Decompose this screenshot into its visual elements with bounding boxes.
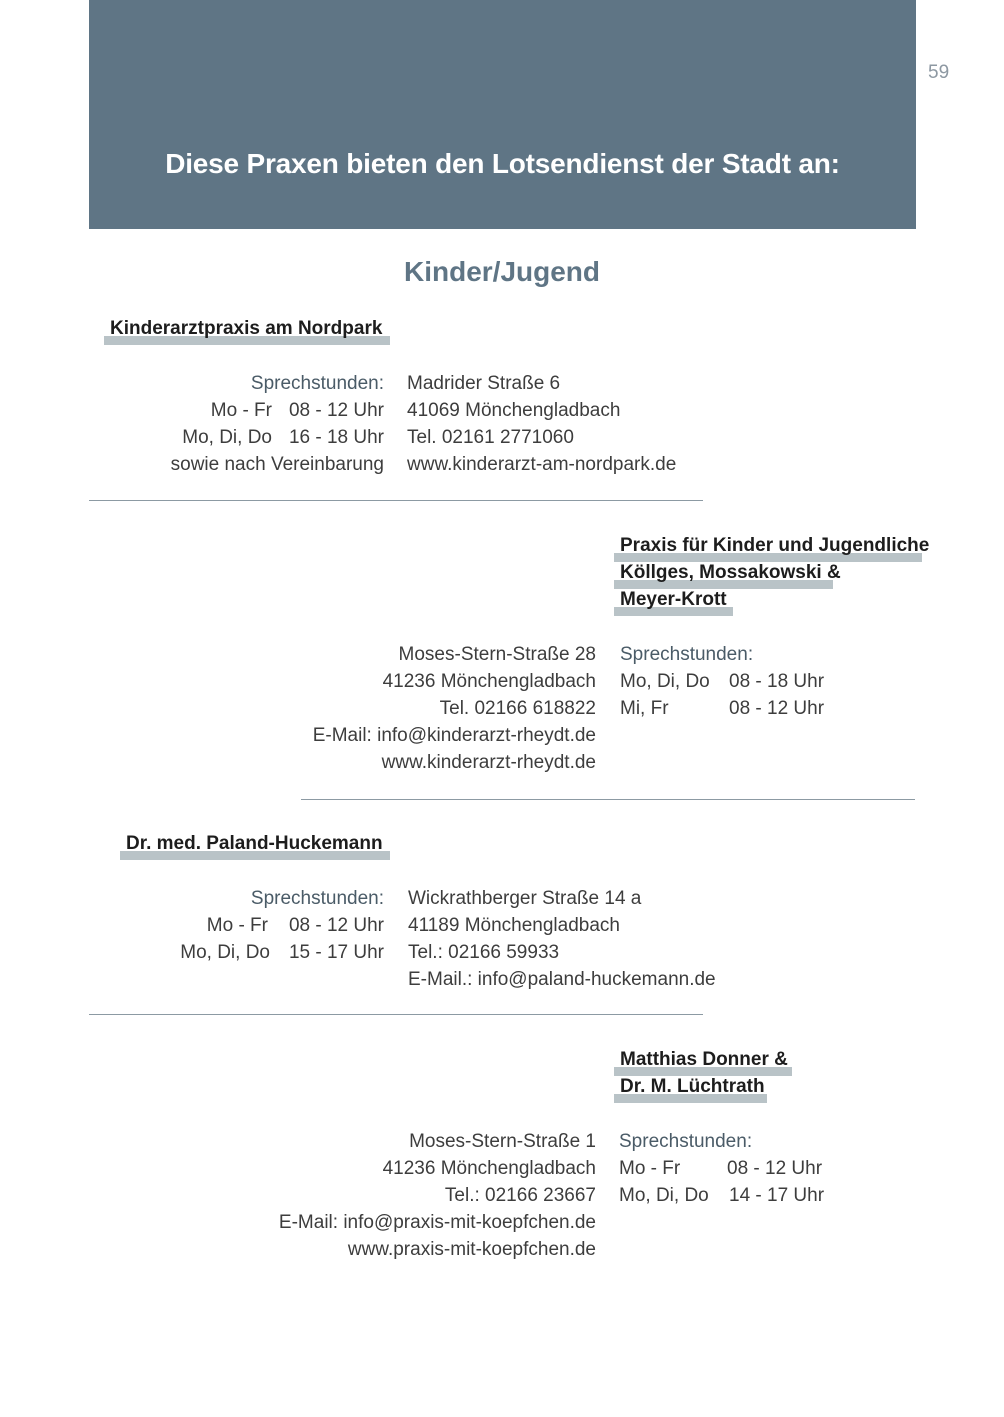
email-link[interactable]: E-Mail: info@praxis-mit-koepfchen.de <box>278 1212 596 1233</box>
page-title: Diese Praxen bieten den Lotsendienst der Stadt an: <box>165 148 840 179</box>
practice-name-line: Dr. M. Lüchtrath <box>620 1076 788 1103</box>
email-link[interactable]: E-Mail: info@kinderarzt-rheydt.de <box>312 725 596 746</box>
hours-label: Sprechstunden: <box>620 644 754 665</box>
hours-days: Mo, Di, Do <box>182 427 272 448</box>
practice-name-line: Meyer-Krott <box>620 589 929 616</box>
address-street: Madrider Straße 6 <box>407 373 561 394</box>
header-band <box>89 0 916 229</box>
practice-name <box>126 833 383 860</box>
divider <box>89 500 703 501</box>
website-link[interactable]: www.kinderarzt-am-nordpark.de <box>407 454 677 475</box>
practice-name-line: Dr. med. Paland-Huckemann <box>126 833 383 860</box>
email-link[interactable]: E-Mail.: info@paland-huckemann.de <box>408 969 716 990</box>
website-link[interactable]: www.praxis-mit-koepfchen.de <box>347 1239 596 1260</box>
divider <box>301 799 915 800</box>
practice-name <box>620 1049 788 1103</box>
hours-time: 14 - 17 Uhr <box>729 1185 825 1206</box>
practice-name-line: Kinderarztpraxis am Nordpark <box>110 318 382 345</box>
practice-name <box>110 318 382 345</box>
hours-days: Mo - Fr <box>206 915 268 936</box>
section-title: Kinder/Jugend <box>403 256 600 287</box>
hours-time: 16 - 18 Uhr <box>288 427 384 448</box>
divider <box>89 1014 703 1015</box>
page-number: 59 <box>928 62 950 83</box>
hours-days: Mo - Fr <box>619 1158 681 1179</box>
hours-time: 08 - 12 Uhr <box>729 698 825 719</box>
phone-number: Tel.: 02166 23667 <box>444 1185 596 1206</box>
website-link[interactable]: www.kinderarzt-rheydt.de <box>381 752 596 773</box>
hours-days: Mo - Fr <box>210 400 272 421</box>
hours-days: Mo, Di, Do <box>180 942 270 963</box>
practice-name-line: Köllges, Mossakowski & <box>620 562 929 589</box>
hours-time: 08 - 12 Uhr <box>288 915 384 936</box>
address-street: Moses-Stern-Straße 1 <box>409 1131 596 1152</box>
hours-label: Sprechstunden: <box>250 373 384 394</box>
address-city: 41236 Mönchengladbach <box>382 1158 596 1179</box>
hours-label: Sprechstunden: <box>619 1131 753 1152</box>
practice-name-line: Matthias Donner & <box>620 1049 788 1076</box>
practice-name <box>620 535 929 616</box>
phone-number: Tel.: 02166 59933 <box>408 942 560 963</box>
phone-number: Tel. 02161 2771060 <box>407 427 574 448</box>
hours-label: Sprechstunden: <box>250 888 384 909</box>
hours-time: 08 - 12 Uhr <box>727 1158 823 1179</box>
phone-number: Tel. 02166 618822 <box>439 698 596 719</box>
address-city: 41189 Mönchengladbach <box>408 915 620 936</box>
hours-days: Mo, Di, Do <box>619 1185 709 1206</box>
address-city: 41069 Mönchengladbach <box>407 400 621 421</box>
practice-name-line: Praxis für Kinder und Jugendliche <box>620 535 929 562</box>
hours-time: 08 - 18 Uhr <box>729 671 825 692</box>
hours-days: Mi, Fr <box>620 698 669 719</box>
hours-time: 15 - 17 Uhr <box>288 942 384 963</box>
hours-note: sowie nach Vereinbarung <box>170 454 384 475</box>
hours-days: Mo, Di, Do <box>620 671 710 692</box>
hours-time: 08 - 12 Uhr <box>288 400 384 421</box>
address-street: Moses-Stern-Straße 28 <box>398 644 596 665</box>
address-street: Wickrathberger Straße 14 a <box>408 888 642 909</box>
address-city: 41236 Mönchengladbach <box>382 671 596 692</box>
